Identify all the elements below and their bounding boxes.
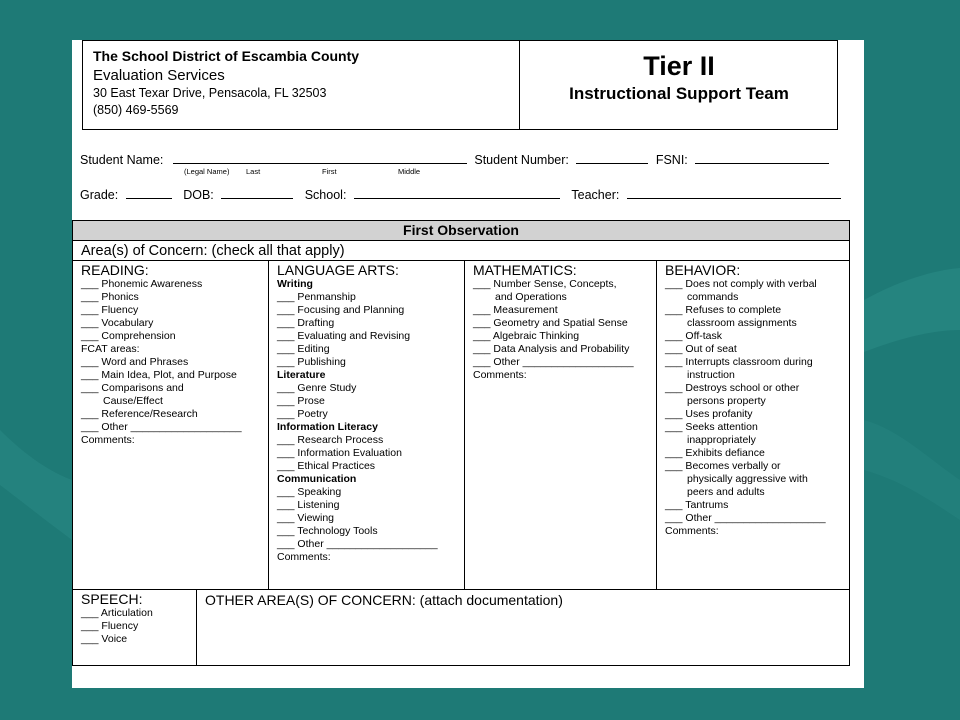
checklist-item: ___ Out of seat [665, 343, 737, 355]
letterhead [82, 40, 838, 130]
checklist-item: ___ Algebraic Thinking [473, 330, 580, 342]
checklist-item: ___ Comparisons and [81, 382, 184, 394]
checklist-item: ___ Poetry [277, 408, 328, 420]
checklist-item: ___ Focusing and Planning [277, 304, 405, 316]
student-number-label: Student Number: [474, 153, 569, 167]
checklist-item: and Operations [495, 291, 567, 303]
checklist-item: ___ Tantrums [665, 499, 729, 511]
checklist-item: persons property [687, 395, 766, 407]
checklist-item: commands [687, 291, 739, 303]
checklist-item: ___ Uses profanity [665, 408, 753, 420]
grade-field[interactable] [126, 186, 172, 199]
middle-name-label: Middle [398, 167, 421, 176]
dob-field[interactable] [221, 186, 293, 199]
checklist-item: ___ Genre Study [277, 382, 357, 394]
student-name-label: Student Name: [80, 153, 164, 167]
first-name-label: First [322, 167, 337, 176]
teacher-label: Teacher: [571, 188, 620, 202]
checklist-item: ___ Research Process [277, 434, 384, 446]
checklist-item: classroom assignments [687, 317, 797, 329]
student-name-field[interactable] [173, 151, 467, 164]
behavior-column [657, 261, 849, 589]
grade-label: Grade: [80, 188, 119, 202]
speech-cell [73, 590, 197, 665]
checklist-item: ___ Voice [81, 633, 128, 645]
checklist-item: ___ Off-task [665, 330, 723, 342]
district-name: The School District of Escambia County [93, 48, 360, 64]
dob-label: DOB: [183, 188, 214, 202]
reading-list [81, 278, 268, 447]
fsni-label: FSNI: [655, 153, 688, 167]
checklist-item: ___ Phonemic Awareness [81, 278, 203, 290]
checklist-item: ___ Information Evaluation [277, 447, 402, 459]
speech-list [81, 607, 196, 646]
checklist-item: Comments: [81, 434, 135, 446]
legal-name-label: (Legal Name) [184, 167, 230, 176]
checklist-item: ___ Seeks attention [665, 421, 758, 433]
form-page [72, 40, 864, 688]
concern-instruction: Area(s) of Concern: (check all that apply) [73, 241, 849, 261]
address: 30 East Texar Drive, Pensacola, FL 32503 [93, 86, 327, 100]
other-areas-label: OTHER AREA(S) OF CONCERN: (attach documentation) [205, 592, 563, 608]
checklist-item: physically aggressive with [687, 473, 808, 485]
checklist-item: ___ Speaking [277, 486, 342, 498]
checklist-item: Comments: [277, 551, 331, 563]
checklist-item: ___ Penmanship [277, 291, 356, 303]
school-label: School: [304, 188, 347, 202]
bottom-row [73, 589, 849, 665]
form-title: Tier II [643, 51, 715, 81]
behavior-list [665, 278, 849, 538]
observation-table [72, 220, 850, 666]
checklist-item: ___ Ethical Practices [277, 460, 376, 472]
checklist-item: ___ Reference/Research [81, 408, 198, 420]
checklist-item: ___ Phonics [81, 291, 139, 303]
checklist-item: ___ Exhibits defiance [665, 447, 765, 459]
checklist-item: ___ Technology Tools [277, 525, 378, 537]
checklist-item: ___ Data Analysis and Probability [473, 343, 630, 355]
form-subtitle: Instructional Support Team [569, 84, 789, 103]
student-info-line [80, 151, 829, 167]
checklist-item: instruction [687, 369, 735, 381]
checklist-item: ___ Listening [277, 499, 340, 511]
checklist-item: ___ Word and Phrases [81, 356, 189, 368]
checklist-item: ___ Refuses to complete [665, 304, 782, 316]
checklist-item: ___ Articulation [81, 607, 153, 619]
checklist-item: ___ Other ___________________ [277, 538, 438, 550]
student-number-field[interactable] [576, 151, 648, 164]
checklist-item: ___ Drafting [277, 317, 335, 329]
school-field[interactable] [354, 186, 560, 199]
mathematics-list [473, 278, 656, 382]
checklist-item: ___ Other ___________________ [665, 512, 826, 524]
behavior-heading: BEHAVIOR: [665, 262, 741, 278]
phone: (850) 469-5569 [93, 103, 179, 117]
checklist-item: ___ Number Sense, Concepts, [473, 278, 617, 290]
teacher-field[interactable] [627, 186, 841, 199]
checklist-item: Comments: [473, 369, 527, 381]
school-info-line [80, 186, 841, 202]
checklist-item: ___ Fluency [81, 620, 139, 632]
checklist-item: peers and adults [687, 486, 765, 498]
department-name: Evaluation Services [93, 67, 225, 84]
checklist-item: Communication [277, 473, 357, 485]
checklist-item: Writing [277, 278, 313, 290]
checklist-item: ___ Main Idea, Plot, and Purpose [81, 369, 237, 381]
checklist-item: ___ Does not comply with verbal [665, 278, 817, 290]
fsni-field[interactable] [695, 151, 829, 164]
last-name-label: Last [246, 167, 261, 176]
language-arts-column [269, 261, 465, 589]
observation-title: First Observation [73, 221, 849, 241]
reading-heading: READING: [81, 262, 149, 278]
mathematics-column [465, 261, 657, 589]
language-arts-list [277, 278, 464, 564]
checklist-item: ___ Measurement [473, 304, 558, 316]
language-arts-heading: LANGUAGE ARTS: [277, 262, 399, 278]
mathematics-heading: MATHEMATICS: [473, 262, 577, 278]
checklist-item: ___ Viewing [277, 512, 335, 524]
reading-column [73, 261, 269, 589]
checklist-item: ___ Editing [277, 343, 330, 355]
checklist-item: ___ Other ___________________ [473, 356, 634, 368]
checklist-item: ___ Geometry and Spatial Sense [473, 317, 628, 329]
checklist-item: ___ Destroys school or other [665, 382, 800, 394]
checklist-item: ___ Vocabulary [81, 317, 154, 329]
checklist-item: inappropriately [687, 434, 756, 446]
checklist-item: FCAT areas: [81, 343, 140, 355]
checklist-item: Literature [277, 369, 326, 381]
checklist-item: ___ Evaluating and Revising [277, 330, 411, 342]
checklist-item: ___ Becomes verbally or [665, 460, 781, 472]
checklist-item: ___ Comprehension [81, 330, 176, 342]
checklist-item: ___ Other ___________________ [81, 421, 242, 433]
checklist-item: Cause/Effect [103, 395, 163, 407]
checklist-item: ___ Publishing [277, 356, 346, 368]
checklist-item: ___ Prose [277, 395, 325, 407]
checklist-item: ___ Interrupts classroom during [665, 356, 813, 368]
speech-heading: SPEECH: [81, 591, 143, 607]
checklist-item: ___ Fluency [81, 304, 139, 316]
checklist-item: Information Literacy [277, 421, 378, 433]
checklist-item: Comments: [665, 525, 719, 537]
